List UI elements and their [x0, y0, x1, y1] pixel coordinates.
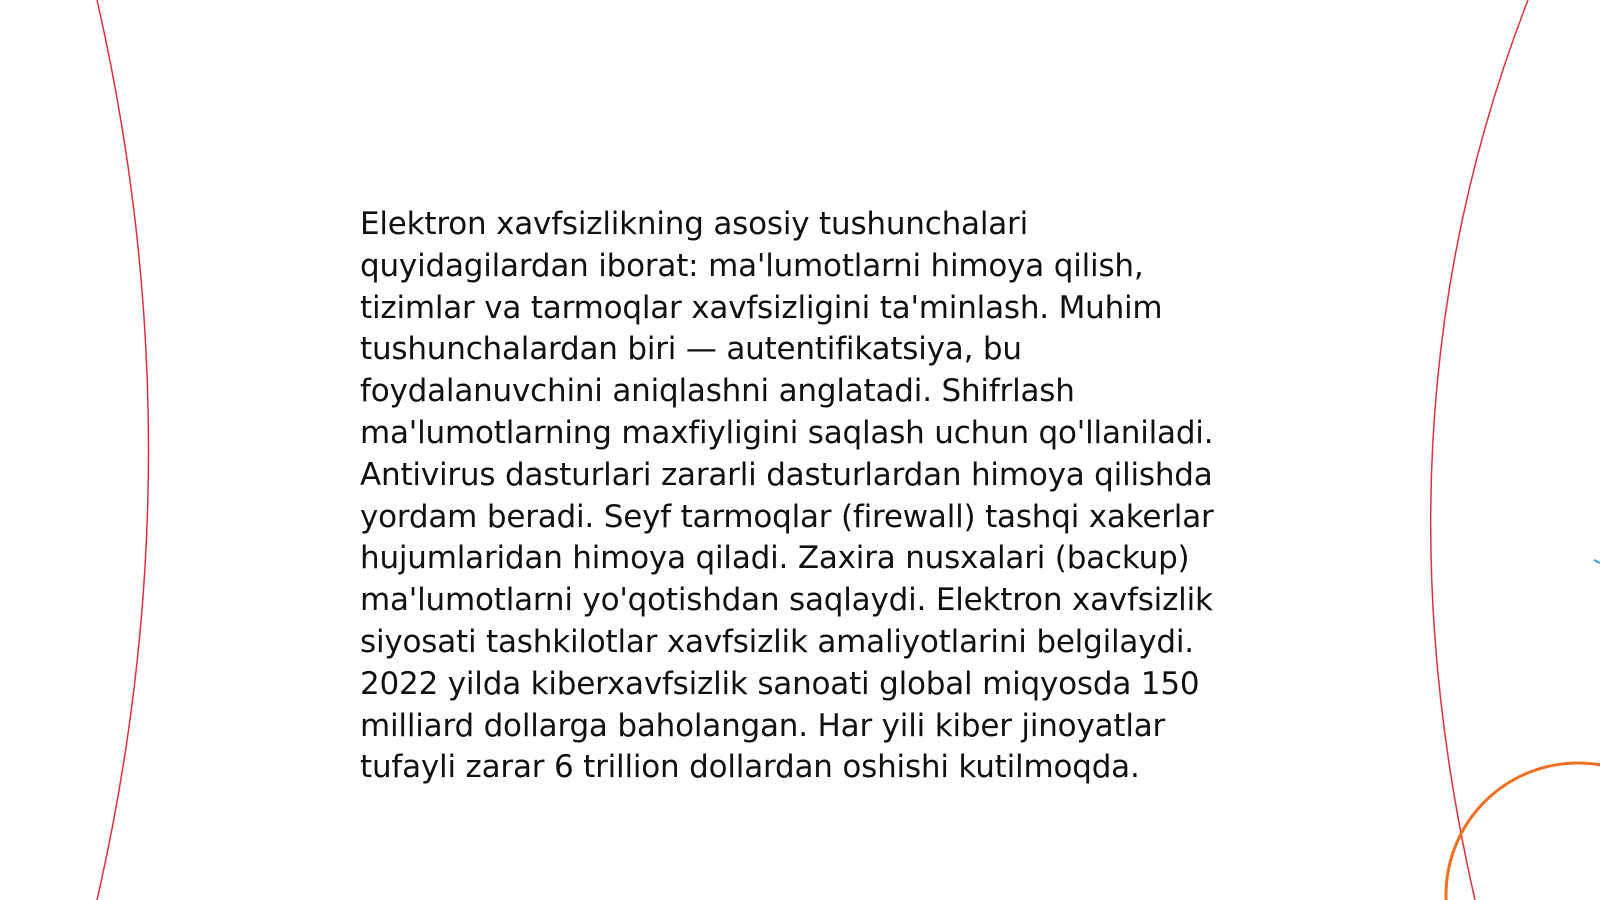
- left-arc-decoration: [97, 0, 149, 900]
- orange-circle-decoration: [1446, 763, 1600, 900]
- blue-mark-decoration: [1594, 560, 1600, 563]
- body-paragraph: Elektron xavfsizlikning asosiy tushunchalari quyidagilardan iborat: ma'lumotlarni himoya qilish, tizimlar va tarmoqlar xavfsizligini ta'minlash. Muhim tushunchalardan biri — autentifikatsiya, bu foydalanuvchini aniqlashni anglatadi. Shifrlash ma'lumotlarning maxfiyligini saqlash uchun qo'llaniladi. Antivirus dasturlari zararli dasturlardan himoya qilishda yordam beradi. Seyf tarmoqlar (firewall) tashqi xakerlar hujumlaridan himoya qiladi. Zaxira nusxalari (backup) ma'lumotlarni yo'qotishdan saqlaydi. Elektron xavfsizlik siyosati tashkilotlar xavfsizlik amaliyotlarini belgilaydi. 2022 yilda kiberxavfsizlik sanoati global miqyosda 150 milliard dollarga baholangan. Har yili kiber jinoyatlar tufayli zarar 6 trillion dollardan oshishi kutilmoqda.: [360, 206, 1214, 786]
- right-arc-decoration: [1431, 0, 1528, 900]
